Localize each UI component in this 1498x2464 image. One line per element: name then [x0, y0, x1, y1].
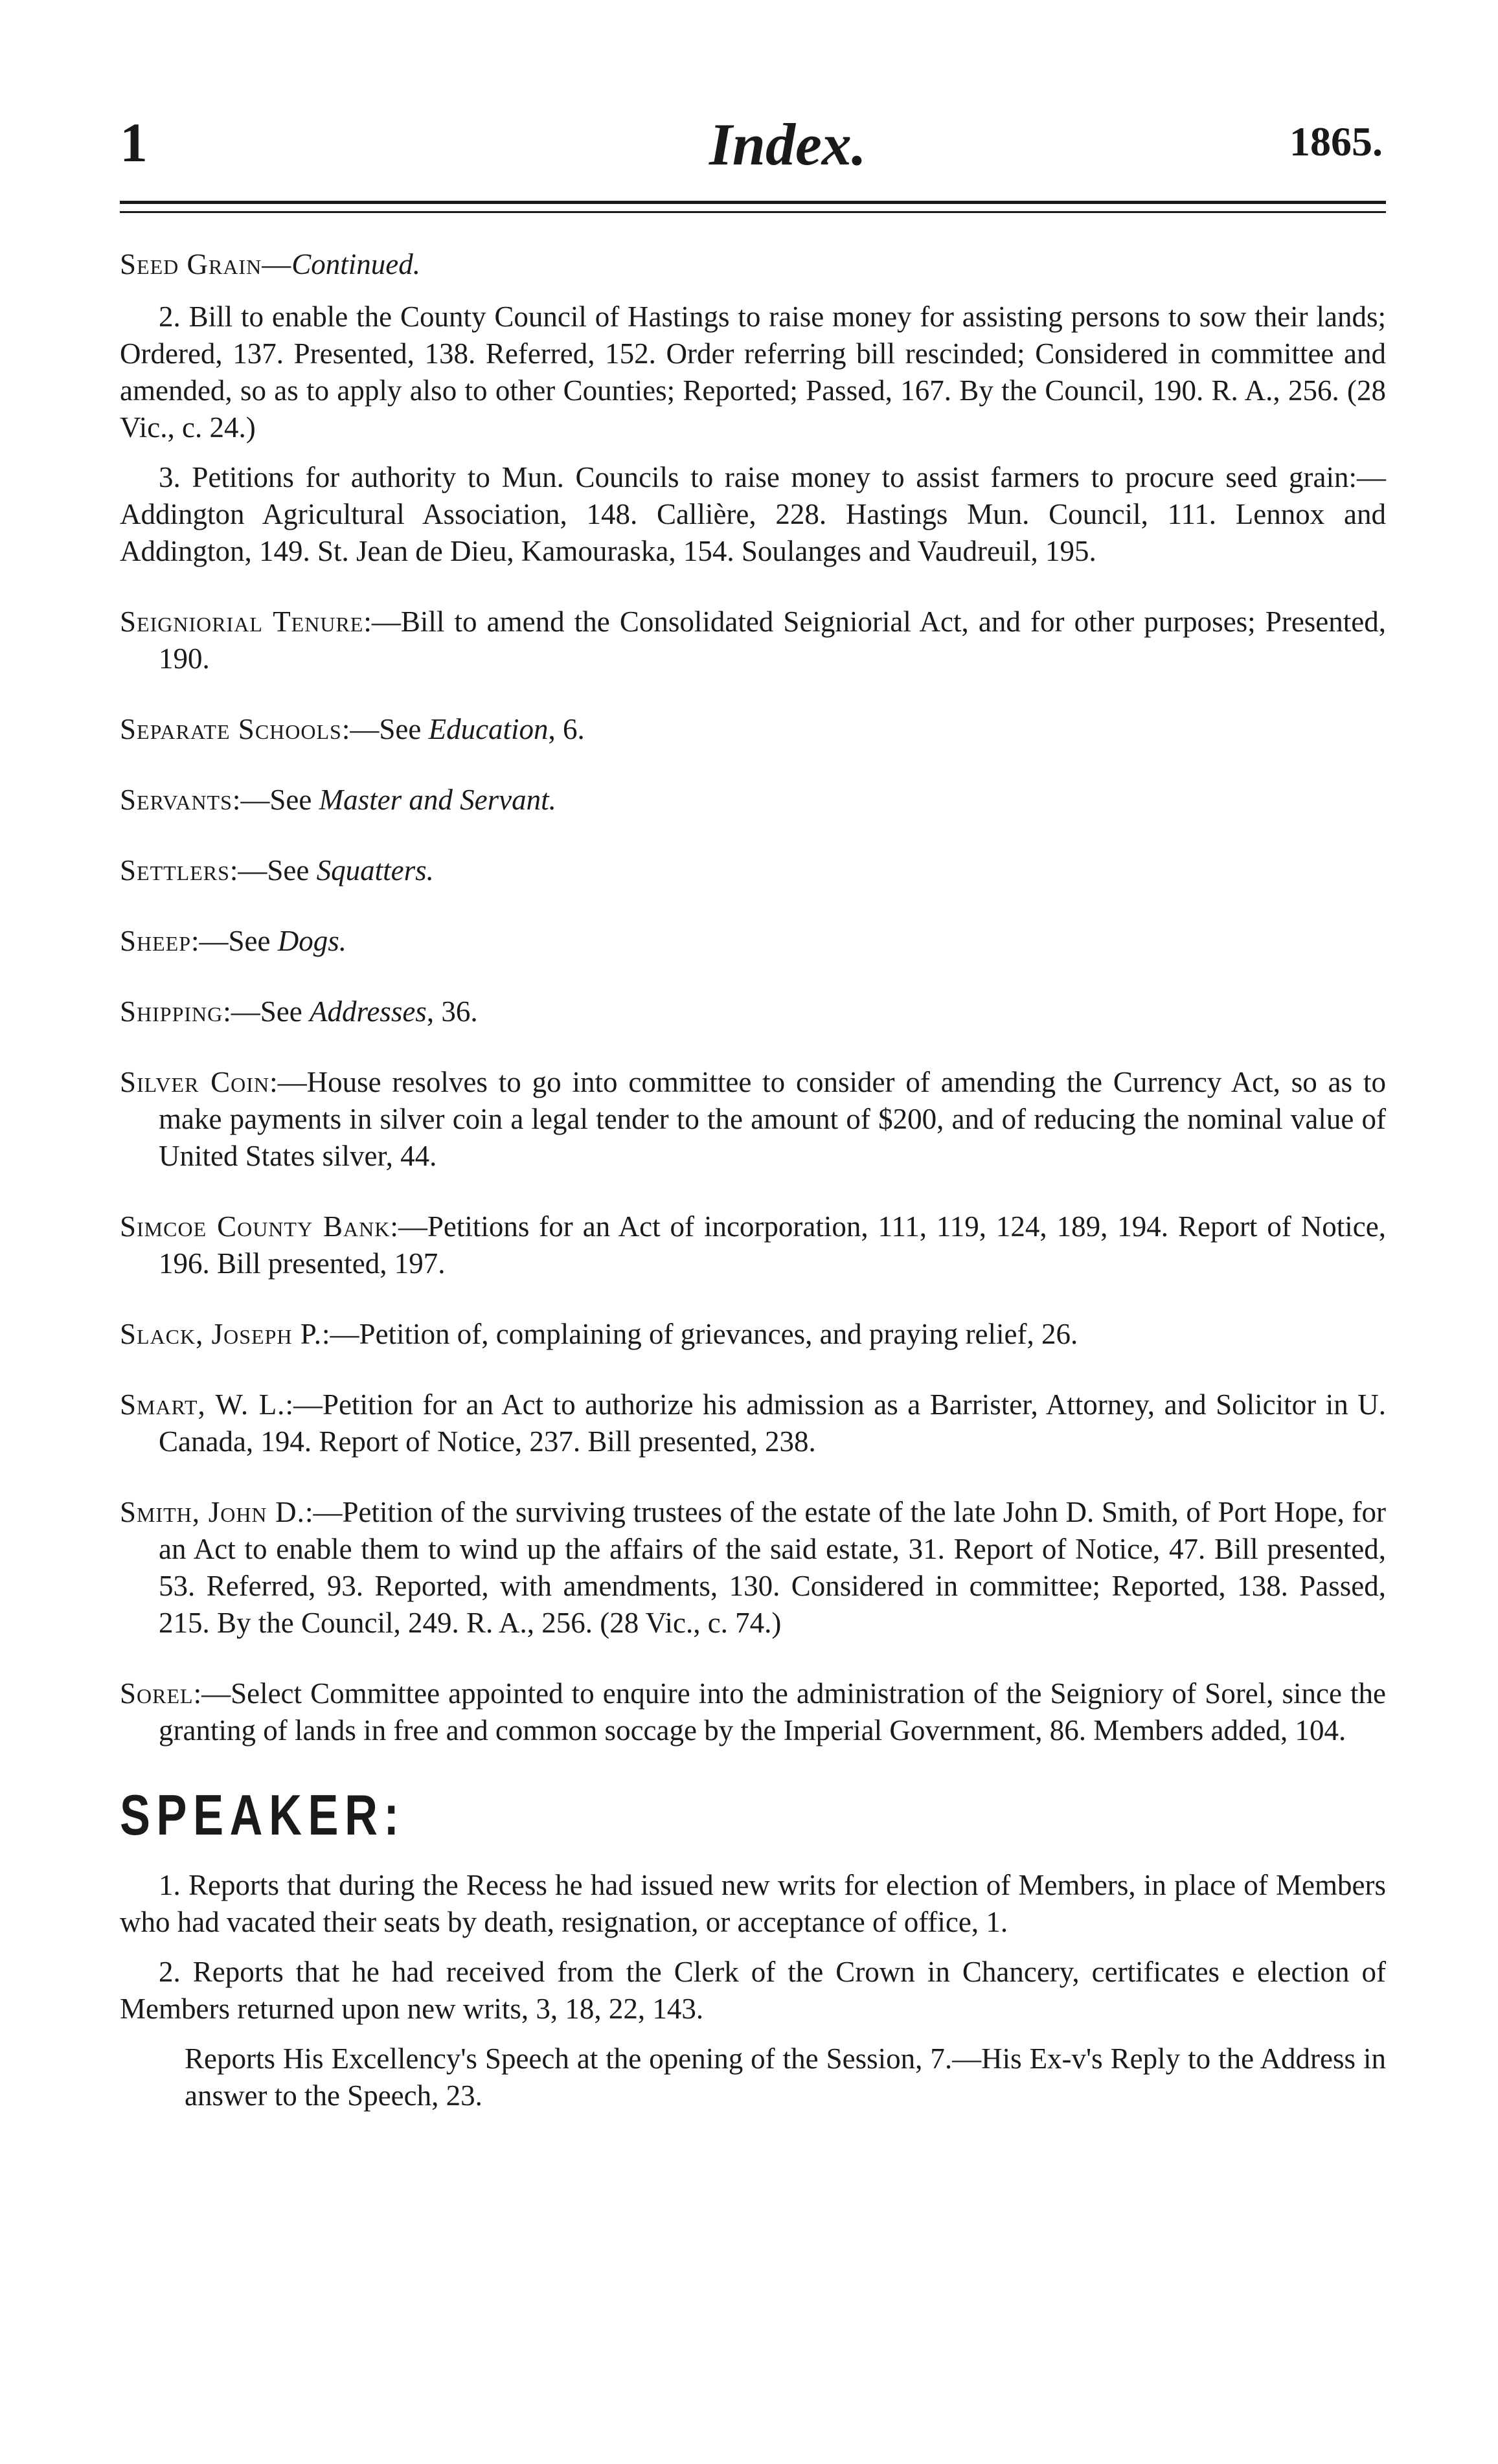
entry-heading: Separate Schools [120, 713, 342, 745]
entry-tail: , 6. [548, 713, 585, 745]
entry-seed-grain-heading [120, 246, 1386, 283]
entry-text: :—See [223, 995, 310, 1028]
entry-seed-grain-item-2: 2. Bill to enable the County Council of Hastings to raise money for assisting persons to sow their lands; Ordered, 137. Presented, 138. Referred, 152. Order referring bill rescinded; Considered in committee and amended, so as to apply also to other Counties; Reported; Passed, 167. By the Council, 190. R. A., 256. (28 Vic., c. 24.) [120, 300, 1386, 444]
entry-text: :—See [232, 784, 319, 816]
entry-separate-schools [120, 711, 1386, 748]
entry-ref: Master and Servant. [319, 784, 556, 816]
entry-text: :—See [341, 713, 429, 745]
entry-sorel [120, 1675, 1386, 1749]
entry-seigniorial-tenure [120, 604, 1386, 677]
entry-ref: Dogs. [277, 925, 347, 957]
entry-servants [120, 782, 1386, 819]
entry-text: :—See [229, 854, 317, 887]
speaker-heading: SPEAKER: [120, 1783, 405, 1847]
page-year: 1865. [1289, 119, 1383, 164]
entry-ref: Addresses [310, 995, 427, 1028]
entry-silver-coin [120, 1064, 1386, 1175]
entry-heading: Sorel [120, 1677, 194, 1710]
entry-shipping [120, 993, 1386, 1030]
entry-text: :—See [191, 925, 278, 957]
entry-text: :—Petition of the surviving trustees of the estate of the late John D. Smith, of Port Hope, for an Act to enable them to wind up the affairs of the said estate, 31. Report of Notice, 47. Bill presented, 53. Referred, 93. Reported, with amendments, 130. Considered in committee; Reported, 138. Passed, 215. By the Council, 249. R. A., 256. (28 Vic., c. 74.) [159, 1496, 1386, 1639]
header-rule-top [120, 201, 1386, 204]
speaker-item-1: 1. Reports that during the Recess he had issued new writs for election of Members, in place of Members who had vacated their seats by death, resignation, or acceptance of office, 1. [120, 1869, 1386, 1938]
entry-heading: Smart, W. L. [120, 1388, 286, 1421]
page-header [120, 110, 1383, 188]
entry-text: :—Petition for an Act to authorize his admission as a Barrister, Attorney, and Solicitor in U. Canada, 194. Report of Notice, 237. Bill presented, 238. [159, 1388, 1386, 1458]
entry-heading: Servants [120, 784, 233, 816]
entry-heading: Seigniorial Tenure [120, 605, 364, 638]
entry-heading: Shipping [120, 995, 223, 1028]
header-rule-bottom [120, 211, 1386, 213]
entry-smart-wl [120, 1386, 1386, 1460]
entry-ref: Squatters. [316, 854, 434, 887]
entry-simcoe-county-bank [120, 1208, 1386, 1282]
entry-heading: Sheep [120, 925, 192, 957]
entry-heading: Silver Coin [120, 1066, 270, 1098]
entry-ref: Education [428, 713, 549, 745]
entry-sheep [120, 923, 1386, 960]
entry-text: :—Petition of, complaining of grievances, and praying relief, 26. [322, 1318, 1078, 1350]
entry-text: :—Select Committee appointed to enquire into the administration of the Seigniory of Sorel, since the granting of lands in free and common soccage by the Imperial Government, 86. Members added, 104. [159, 1677, 1386, 1746]
index-content [120, 246, 1386, 2127]
page-title: Index. [709, 111, 867, 177]
entry-heading: Seed Grain— [120, 248, 292, 280]
entry-seed-grain-item-3: 3. Petitions for authority to Mun. Councils to raise money to assist farmers to procure seed grain:—Addington Agricultural Association, 148. Callière, 228. Hastings Mun. Council, 111. Lennox and Addington, 149. St. Jean de Dieu, Kamouraska, 154. Soulanges and Vaudreuil, 195. [120, 461, 1386, 567]
entry-smith-john [120, 1494, 1386, 1642]
entry-heading: Slack, Joseph P. [120, 1318, 323, 1350]
page-number: 1 [120, 111, 148, 174]
entry-text: :—House resolves to go into committee to consider of amending the Currency Act, so as to make payments in silver coin a legal tender to the amount of $200, and of reducing the nominal value of United States silver, 44. [159, 1066, 1387, 1172]
entry-text: :—Bill to amend the Consolidated Seigniorial Act, and for other purposes; Presented, 190. [159, 605, 1387, 675]
entry-heading: Smith, John D. [120, 1496, 305, 1528]
entry-heading: Simcoe County Bank [120, 1210, 391, 1243]
entry-tail: , 36. [426, 995, 478, 1028]
speaker-item-2: 2. Reports that he had received from the Clerk of the Crown in Chancery, certificates e election of Members returned upon new writs, 3, 18, 22, 143. [120, 1956, 1386, 2025]
entry-settlers [120, 852, 1386, 889]
entry-continued: Continued. [291, 248, 420, 280]
entry-heading: Settlers [120, 854, 230, 887]
entry-slack-joseph [120, 1316, 1386, 1353]
speaker-item-3: Reports His Excellency's Speech at the opening of the Session, 7.—His Ex-v's Reply to the Address in answer to the Speech, 23. [185, 2042, 1386, 2112]
entry-text: :—Petitions for an Act of incorporation, 111, 119, 124, 189, 194. Report of Notice, 196. Bill presented, 197. [159, 1210, 1386, 1280]
